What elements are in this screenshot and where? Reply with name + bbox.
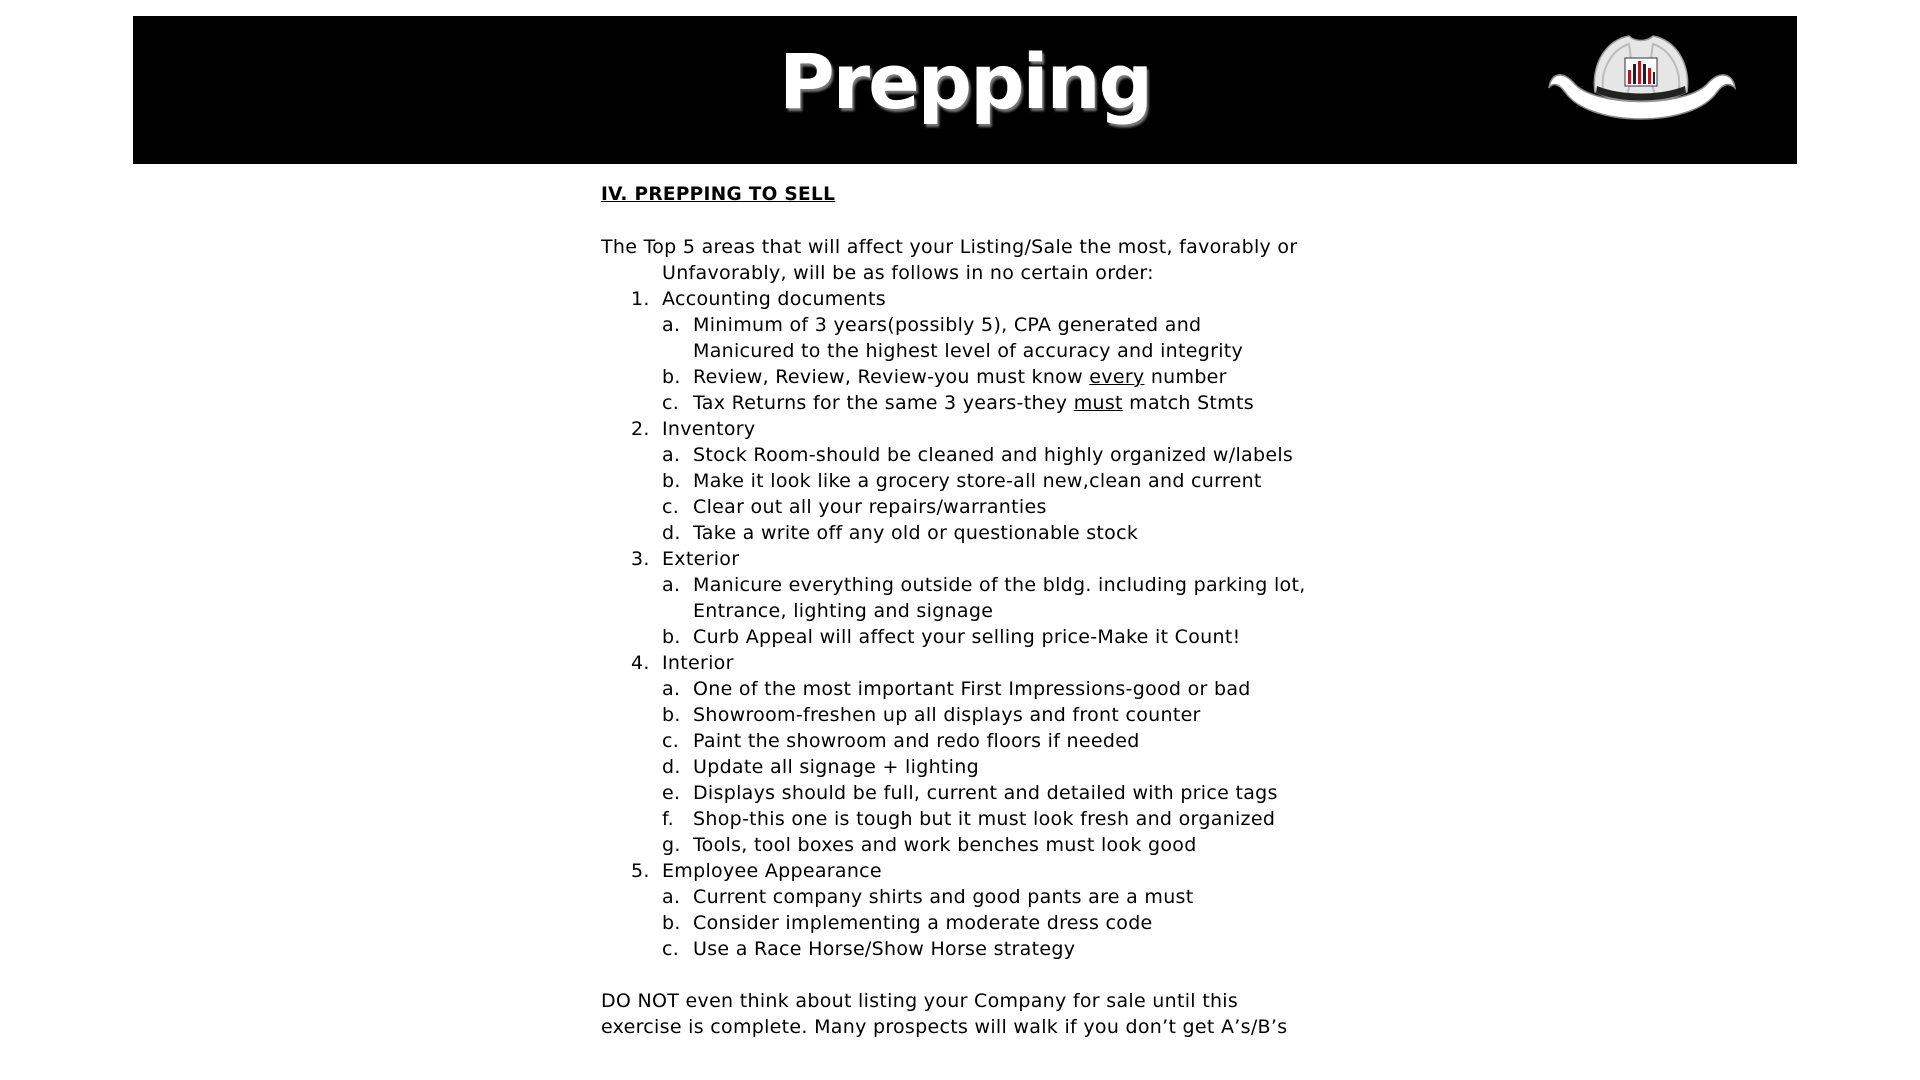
sub-item-letter: c. <box>662 496 680 518</box>
sub-item-text-continued: Manicured to the highest level of accuracy and integrity <box>693 340 1244 362</box>
sub-item-text: Make it look like a grocery store-all new,clean and current <box>693 470 1262 492</box>
sub-list-item <box>601 702 1421 728</box>
sub-item-text: Current company shirts and good pants are a must <box>693 886 1194 908</box>
sub-list-item <box>601 884 1421 910</box>
header-banner <box>133 16 1797 164</box>
sub-list-item <box>601 364 1421 390</box>
sub-list-item <box>601 494 1421 520</box>
list-item-label: Interior <box>662 652 734 674</box>
list-item <box>601 286 1421 416</box>
sub-item-text: Update all signage + lighting <box>693 756 979 778</box>
list-item-row <box>601 416 1421 442</box>
sub-item-letter: a. <box>662 444 681 466</box>
sub-item-letter: c. <box>662 938 680 960</box>
sub-item-letter: b. <box>662 626 681 648</box>
sub-list-item <box>601 936 1421 962</box>
sub-item-text: Review, Review, Review-you must know <box>693 366 1090 388</box>
sub-item-text: Paint the showroom and redo floors if needed <box>693 730 1140 752</box>
sub-item-text: One of the most important First Impressions-good or bad <box>693 678 1251 700</box>
sub-list-item <box>601 728 1421 754</box>
list-item-label: Exterior <box>662 548 740 570</box>
sub-list-item <box>601 910 1421 936</box>
sub-list <box>601 676 1421 858</box>
list-item-label: Inventory <box>662 418 756 440</box>
sub-item-letter: c. <box>662 392 680 414</box>
sub-item-letter: c. <box>662 730 680 752</box>
sub-item-letter: b. <box>662 704 681 726</box>
sub-list-item <box>601 442 1421 468</box>
sub-list-item <box>601 780 1421 806</box>
sub-list <box>601 884 1421 962</box>
page-title: Prepping <box>778 37 1152 126</box>
closing-line: DO NOT even think about listing your Company for sale until this <box>601 990 1239 1012</box>
sub-item-letter: d. <box>662 522 681 544</box>
sub-item-text: Tax Returns for the same 3 years-they <box>693 392 1074 414</box>
sub-item-text: match Stmts <box>1122 392 1254 414</box>
sub-item-text: Clear out all your repairs/warranties <box>693 496 1047 518</box>
sub-list-item <box>601 390 1421 416</box>
sub-item-text: Tools, tool boxes and work benches must look good <box>693 834 1197 856</box>
sub-item-letter: a. <box>662 678 681 700</box>
list-item-row <box>601 858 1421 884</box>
document-body <box>601 182 1421 1040</box>
list-item-number: 1. <box>631 288 650 310</box>
sub-item-letter: a. <box>662 314 681 336</box>
sub-list-item <box>601 572 1421 624</box>
intro-paragraph <box>601 234 1421 286</box>
underlined-emphasis: must <box>1073 392 1123 414</box>
sub-list-item <box>601 468 1421 494</box>
sub-list-item <box>601 754 1421 780</box>
list-item <box>601 546 1421 650</box>
closing-paragraph <box>601 988 1421 1040</box>
list-item <box>601 858 1421 962</box>
underlined-emphasis: every <box>1089 366 1145 388</box>
sub-item-letter: b. <box>662 366 681 388</box>
sub-item-letter: a. <box>662 574 681 596</box>
sub-list-item <box>601 312 1421 364</box>
sub-item-text: Minimum of 3 years(possibly 5), CPA generated and <box>693 314 1202 336</box>
cowboy-hat-logo-icon <box>1543 26 1739 144</box>
sub-item-text: Use a Race Horse/Show Horse strategy <box>693 938 1076 960</box>
sub-list-item <box>601 624 1421 650</box>
sub-list-item <box>601 806 1421 832</box>
list-item-label: Accounting documents <box>662 288 886 310</box>
sub-item-text: Displays should be full, current and detailed with price tags <box>693 782 1278 804</box>
sub-item-letter: d. <box>662 756 681 778</box>
list-item <box>601 416 1421 546</box>
sub-item-text: Curb Appeal will affect your selling price-Make it Count! <box>693 626 1241 648</box>
sub-item-letter: b. <box>662 912 681 934</box>
list-item-number: 4. <box>631 652 650 674</box>
sub-list <box>601 312 1421 416</box>
sub-item-text: number <box>1144 366 1227 388</box>
intro-line-continued: Unfavorably, will be as follows in no certain order: <box>662 262 1154 284</box>
sub-item-text: Stock Room-should be cleaned and highly organized w/labels <box>693 444 1294 466</box>
sub-item-letter: a. <box>662 886 681 908</box>
sub-list <box>601 572 1421 650</box>
sub-list-item <box>601 676 1421 702</box>
list-item-number: 2. <box>631 418 650 440</box>
sub-item-letter: g. <box>662 834 681 856</box>
numbered-list <box>601 286 1421 962</box>
sub-item-text: Manicure everything outside of the bldg. including parking lot, <box>693 574 1306 596</box>
sub-item-letter: e. <box>662 782 681 804</box>
section-heading: IV. PREPPING TO SELL <box>601 184 836 205</box>
list-item <box>601 650 1421 858</box>
sub-item-text: Shop-this one is tough but it must look fresh and organized <box>693 808 1276 830</box>
list-item-number: 5. <box>631 860 650 882</box>
list-item-row <box>601 546 1421 572</box>
sub-item-text-continued: Entrance, lighting and signage <box>693 600 994 622</box>
list-item-label: Employee Appearance <box>662 860 882 882</box>
intro-line: The Top 5 areas that will affect your Listing/Sale the most, favorably or <box>601 236 1298 258</box>
sub-item-letter: b. <box>662 470 681 492</box>
sub-list-item <box>601 520 1421 546</box>
sub-list-item <box>601 832 1421 858</box>
sub-item-text: Showroom-freshen up all displays and front counter <box>693 704 1201 726</box>
list-item-number: 3. <box>631 548 650 570</box>
sub-list <box>601 442 1421 546</box>
list-item-row <box>601 650 1421 676</box>
sub-item-text: Consider implementing a moderate dress code <box>693 912 1153 934</box>
list-item-row <box>601 286 1421 312</box>
closing-line: exercise is complete. Many prospects will walk if you don’t get A’s/B’s <box>601 1016 1288 1038</box>
sub-item-text: Take a write off any old or questionable stock <box>693 522 1139 544</box>
sub-item-letter: f. <box>662 808 674 830</box>
